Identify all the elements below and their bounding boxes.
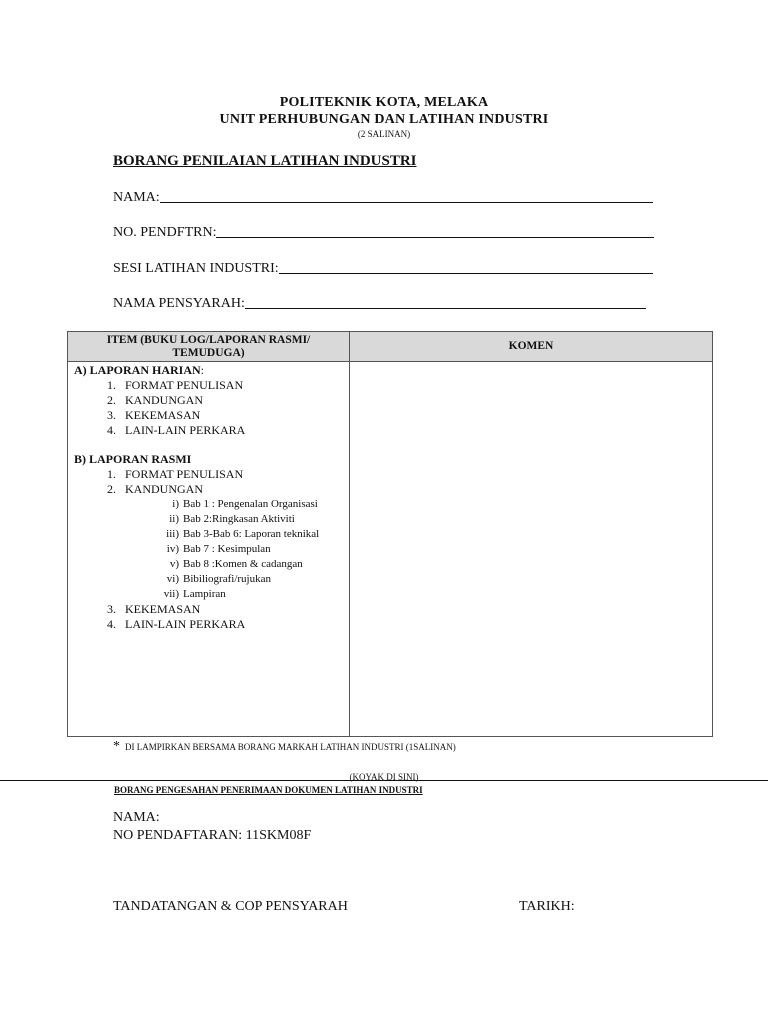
institution-name: POLITEKNIK KOTA, MELAKA: [279, 95, 489, 110]
note-star: *: [113, 739, 120, 754]
attachment-note: DI LAMPIRKAN BERSAMA BORANG MARKAH LATIHAN INDUSTRI (1SALINAN): [125, 742, 456, 752]
unit-name: UNIT PERHUBUNGAN DAN LATIHAN INDUSTRI: [219, 112, 549, 127]
list-item: 3. KEKEMASAN: [119, 602, 349, 617]
form-title: BORANG PENILAIAN LATIHAN INDUSTRI: [113, 153, 417, 169]
sublist-item: i) Bab 1 : Pengenalan Organisasi: [172, 498, 318, 510]
session-line: [279, 272, 653, 274]
sublist-item: ii) Bab 2:Ringkasan Aktiviti: [169, 513, 295, 525]
section-b-title: B) LAPORAN RASMI: [74, 452, 192, 466]
sublist-item: iv) Bab 7 : Kesimpulan: [166, 543, 271, 555]
list-item: 3. KEKEMASAN: [119, 408, 349, 423]
contents-sublist: [125, 497, 349, 602]
signature-label: TANDATANGAN & COP PENSYARAH: [113, 899, 348, 914]
date-label: TARIKH:: [519, 899, 575, 914]
registration-label: NO. PENDFTRN:: [113, 225, 217, 240]
section-b-list: [74, 467, 349, 632]
assessment-table: [67, 331, 713, 737]
receipt-name: NAMA:: [113, 810, 160, 825]
sublist-item: vi) Bibiliografi/rujukan: [166, 573, 271, 585]
list-item: 2. KANDUNGAN i) Bab 1 : Pengenalan Organisasi ii) Bab 2:Ringkasan Aktiviti iii) Bab 3-Bab 6: Laporan teknikal iv) Bab 7 : Kesimpulan v) Bab 8 :Komen & cadangan vi) Bibiliografi/rujukan vii) Lampiran: [119, 482, 349, 602]
lecturer-line: [245, 307, 646, 309]
session-label: SESI LATIHAN INDUSTRI:: [113, 261, 279, 276]
name-field[interactable]: [113, 190, 653, 206]
receipt-title: BORANG PENGESAHAN PENERIMAAN DOKUMEN LATIHAN INDUSTRI: [114, 785, 423, 795]
sublist-item: iii) Bab 3-Bab 6: Laporan teknikal: [166, 528, 320, 540]
items-cell: [68, 362, 350, 737]
copies-note: (2 SALINAN): [357, 129, 411, 139]
list-item: 4. LAIN-LAIN PERKARA: [119, 617, 349, 632]
section-a-title: A) LAPORAN HARIAN:: [74, 363, 205, 377]
item-column-header: ITEM (BUKU LOG/LAPORAN RASMI/ TEMUDUGA): [68, 332, 350, 362]
name-line: [160, 201, 653, 203]
list-item: 4. LAIN-LAIN PERKARA: [119, 423, 349, 438]
receipt-registration: NO PENDAFTARAN: 11SKM08F: [113, 828, 312, 843]
lecturer-label: NAMA PENSYARAH:: [113, 296, 245, 311]
name-label: NAMA:: [113, 190, 160, 205]
registration-field[interactable]: [113, 225, 654, 241]
list-item: 1. FORMAT PENULISAN: [119, 467, 349, 482]
session-field[interactable]: [113, 261, 653, 277]
sublist-item: vii) Lampiran: [163, 588, 226, 600]
comment-column-header: KOMEN: [350, 332, 713, 362]
comment-cell[interactable]: [350, 362, 713, 737]
lecturer-field[interactable]: [113, 296, 646, 312]
sublist-item: v) Bab 8 :Komen & cadangan: [169, 558, 303, 570]
registration-line: [216, 236, 654, 238]
section-a-list: [74, 378, 349, 438]
table-body-row: [68, 362, 713, 737]
table-header-row: [68, 332, 713, 362]
list-item: 2. KANDUNGAN: [119, 393, 349, 408]
list-item: 1. FORMAT PENULISAN: [119, 378, 349, 393]
tear-here-label: (KOYAK DI SINI): [349, 772, 419, 782]
